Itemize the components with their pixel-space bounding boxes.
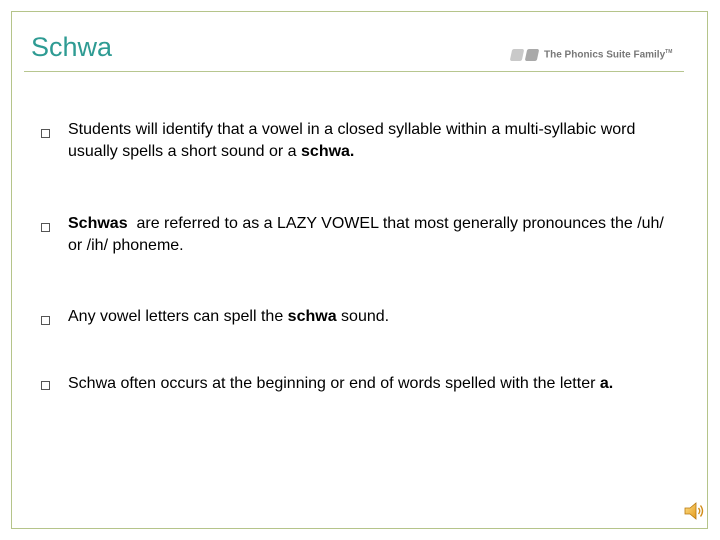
slide-frame	[11, 11, 708, 529]
logo-text: The Phonics Suite Family™	[544, 49, 673, 61]
hollow-square-icon	[41, 316, 50, 325]
hollow-square-icon	[41, 381, 50, 390]
bullet-text: Any vowel letters can spell the schwa sound.	[68, 308, 390, 325]
title-divider	[24, 71, 684, 72]
hollow-square-icon	[41, 223, 50, 232]
hollow-square-icon	[41, 129, 50, 138]
bullet-text: Schwa often occurs at the beginning or end of words spelled with the letter a.	[68, 375, 614, 392]
phonics-suite-logo	[511, 47, 672, 63]
speaker-icon[interactable]	[683, 500, 705, 522]
slide-title: Schwa	[31, 32, 113, 62]
bullet-text: Schwas are referred to as a LAZY VOWEL that most generally pronounces the /uh/ or /ih/ phoneme.	[68, 215, 669, 254]
logo-mark-icon	[511, 49, 538, 61]
bullet-text: Students will identify that a vowel in a closed syllable within a multi-syllabic word usually spells a short sound or a schwa.	[68, 121, 636, 160]
